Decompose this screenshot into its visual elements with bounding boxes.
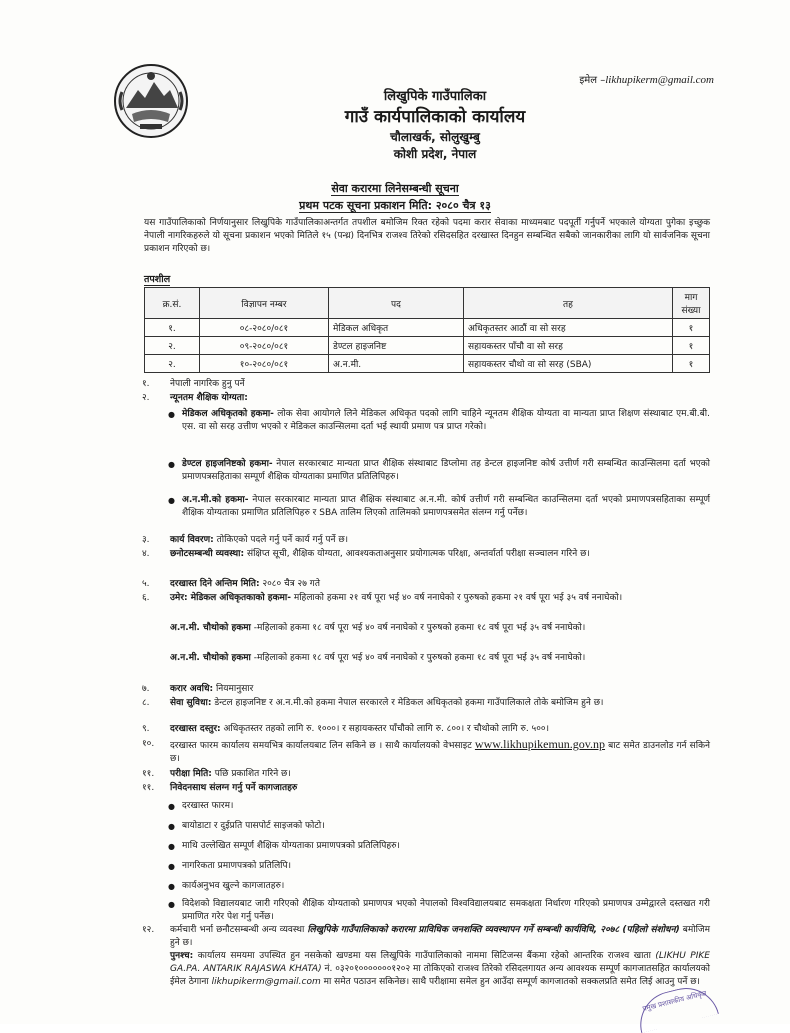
- tapsil-heading: तपशील: [144, 274, 171, 285]
- table-row: १. ०८-२०८०/०८१ मेडिकल अधिकृत अधिकृतस्तर आठौं वा सो सरह १: [145, 319, 710, 337]
- municipality-name: लिखुपिके गाउँपालिका: [383, 89, 487, 104]
- notice-subtitle: प्रथम पटक सूचना प्रकाशन मिति: २०८० चैत्र १३: [299, 199, 491, 212]
- postscript-email[interactable]: likhupikerm@gmail.com: [211, 977, 321, 987]
- col-post: पद: [329, 288, 464, 319]
- notice-page: इमेल –likhupikerm@gmail.com लिखुपिके गाउँपालिका गाउँ कार्यपालिकाको कार्यालय चौलाखर्क, सोलुखुम्बु कोशी प्रदेश, नेपाल सेवा करारमा लिनेसम्बन्धी सूचना प्रथम पटक सूचना प्रकाशन मिति: २०८० चैत्र १३ यस गाउँपालिकाको निर्णयानुसार लिखुपिके गाउँपालिकाअन्तर्गत तपशील बमोजिम रिक्त रहेको पदमा करार सेवाका माध्यमबाट पदपूर्ती गर्नुपर्ने भएकाले योग्यता पुगेका इच्छुक नेपाली नागरिकहरुले यो सूचना प्रकाशन भएको मितिले १५ (पन्ध्र) दिनभित्र राजश्व तिरेको रसिदसहित दरखास्त दिनहुन सम्बन्धित सबैको जानकारीका लागि यो सार्वजनिक सूचना प्रकाशन गरिएको छ। तपशील क्र.सं. विज्ञापन नम्बर पद तह माग संख्या १. ०८-२०८०/०८१ मेडिकल अधिकृत अधिकृतस्तर आठौं वा सो सरह १ २. ०९-२०८०/०८१ डेण्टल हाइजनिष्ट सहायकस्तर पाँचौ वा सो सरह १ २. १०-२०८०/०८१ अ.न.मी. सहायकस्तर चौथो वा सो सरह (SBA) १ १. नेपाली नागरिक हुनु पर्ने २. न्यूनतम शैक्षिक योग्यता: ● मेडिकल अधिकृतको हकमा- लोक सेवा आयोगले लिने मेडिकल अधिकृत पदको लागि चाहिने न्यूनतम शैक्षिक योग्यता वा मान्यता प्राप्त शिक्षण संस्थाबाट एम.बी.बी. एस. वा सो सरह उत्तीण भएको र मेडिकल काउन्सिलमा दर्ता भई स्थायी प्रमाण पत्र प्राप्त गरेको। ● डेण्टल हाइजनिष्टको हकमा- नेपाल सरकारबाट मान्यता प्राप्त शैक्षिक संस्थाबाट डिप्लोमा तह डेन्टल हाइजनिष्ट कोर्ष उत्तीर्ण गरी सम्बन्धित काउन्सिलमा दर्ता भएको प्रमाणपत्रसहिताका सम्पूर्ण शैक्षिक योग्यताका प्रमाणित प्रतिलिपिहरु। ● अ.न.मी.को हकमा- नेपाल सरकारबाट मान्यता प्राप्त शैक्षिक संस्थाबाट अ.न.मी. कोर्ष उत्तीर्ण गरी सम्बन्धित काउन्सिलमा दर्ता भएको प्रमाणपत्रसहिताका सम्पूर्ण शैक्षिक योग्यताका प्रमाणित प्रतिलिपिहरु र SBA तालिम लिएको तालिमको प्रमाणपत्रसमेत संलग्न गर्नु पर्नेछ। ३. कार्य विवरण: तोकिएको पदले गर्नु पर्ने कार्य गर्नु पर्ने छ। ४. छनोटसम्बन्धी व्यवस्था: संक्षिप्त सूची, शैक्षिक योग्यता, आवश्यकताअनुसार प्रयोगात्मक परिक्षा, अन्तर्वार्ता परीक्षा सञ्चालन गरिने छ। ५. दरखास्त दिने अन्तिम मिति: २०८० चैत्र २७ गते ६. उमेर: मेडिकल अधिकृतकाको हकमा- महिलाको हकमा २१ वर्ष पूरा भई ४० वर्ष ननाघेको र पुरुषको हकमा २१ वर्ष पूरा भई ३५ वर्ष ननाघेको। अ.न.मी. चौथोको हकमा -महिलाको हकमा १८ वर्ष पूरा भई ४० वर्ष ननाघेको र पुरुषको हकमा १८ वर्ष पूरा भई ३५ वर्ष ननाघेको। अ.न.मी. चौथोको हकमा -महिलाको हकमा १८ वर्ष पूरा भई ४० वर्ष ननाघेको र पुरुषको हकमा १८ वर्ष पूरा भई ३५ वर्ष ननाघेको। ७. करार अवधि: नियमानुसार ८. सेवा सुविधा: डेन्टल हाइजनिष्ट र अ.न.मी.को हकमा नेपाल सरकारले र मेडिकल अधिकृतको हकमा गाउँपालिकाले तोके बमोजिम हुने छ। ९. दरखास्त दस्तुर: अधिकृतस्तर तहको लागि रु. १०००। र सहायकस्तर पाँचौको लागि रु. ८००। र चौथोको लागि रु. ५००। १०. दरखास्त फारम कार्यालय समयभित्र कार्यालयबाट लिन सकिने छ । साथै कार्यालयको वेभसाइट www.likhupikemun.gov.np बाट समेत डाउनलोड गर्न सकिने छ। ११. परीक्षा मिति: पछि प्रकाशित गरिने छ। ११. निवेदनसाथ संलग्न गर्नु पर्ने कागजातहरु ● दरखास्त फारम। ● बायोडाटा र दुईप्रति पासपोर्ट साइजको फोटो। ● माथि उल्लेखित सम्पूर्ण शैक्षिक योग्यताका प्रमाणपत्रको प्रतिलिपिहरु। ● नागरिकता प्रमाणपत्रको प्रतिलिपि। ● कार्यअनुभव खुल्ने कागजातहरु। ● विदेशको विद्यालयबाट जारी गरिएको शैक्षिक योग्यताको प्रमाणपत्र भएको नेपालको विश्वविद्यालयबाट समकक्षता निर्धारण गरिएको प्रमाणपत्र उम्मेद्वारले दस्तखत गरी प्रमाणित गरेर पेश गर्नु पर्नेछ। १२. कर्मचारी भर्ना छनौटसम्बन्धी अन्य व्यवस्था लिखुपिके गाउँपालिकाको करारमा प्राविधिक जनशक्ति व्यवस्थापन गर्ने सम्बन्धी कार्यविधि, २०७८ (पहिलो संशोधन) बमोजिम हुने छ। पुनश्च: कार्यालय समयमा उपस्थित हुन नसकेको खण्डमा यस लिखुपिके गाउँपालिकाको नाममा सिटिजन्स बैंकमा रहेको आन्तरिक राजश्व खाता (LIKHU PIKE GA.PA. ANTARIK RAJASWA KHATA) नं. ०३२०१०००००००१२०२ मा तोकिएको राजश्व तिरेको रसिदलगायत अन्य आवश्यक सम्पूर्ण कागजातसहित कार्यालयको ईमेल ठेगाना likhupikerm@gmail.com मा समेत पठाउन सकिनेछ। साथै परीक्षामा समेल हुन आउँदा सम्पूर्ण कागजातको सक्कलप्रति समेत लिई आउनु पर्ने छ। प्रमुख प्रशासकीय अधिकृत: [0, 0, 790, 1024]
- office-province: कोशी प्रदेश, नेपाल: [393, 147, 477, 161]
- office-stamp: प्रमुख प्रशासकीय अधिकृत: [633, 981, 719, 1033]
- col-level: तह: [464, 288, 673, 319]
- table-header-row: [145, 288, 710, 319]
- vacancy-table: [144, 287, 710, 373]
- col-quantity: माग संख्या: [673, 288, 710, 319]
- website-link[interactable]: www.likhupikemun.gov.np: [474, 737, 606, 751]
- intro-paragraph: यस गाउँपालिकाको निर्णयानुसार लिखुपिके गाउँपालिकाअन्तर्गत तपशील बमोजिम रिक्त रहेको पदमा करार सेवाका माध्यमबाट पदपूर्ती गर्नुपर्ने भएकाले योग्यता पुगेका इच्छुक नेपाली नागरिकहरुले यो सूचना प्रकाशन भएको मितिले १५ (पन्ध्र) दिनभित्र राजश्व तिरेको रसिदसहित दरखास्त दिनहुन सम्बन्धित सबैको जानकारीका लागि यो सार्वजनिक सूचना प्रकाशन गरिएको छ।: [144, 218, 710, 254]
- table-row: २. १०-२०८०/०८१ अ.न.मी. सहायकस्तर चौथो वा सो सरह (SBA) १: [145, 355, 710, 373]
- nepal-emblem-icon: [112, 62, 190, 140]
- office-location: चौलाखर्क, सोलुखुम्बु: [390, 130, 480, 144]
- col-ad-number: विज्ञापन नम्बर: [200, 288, 329, 319]
- office-name: गाउँ कार्यपालिकाको कार्यालय: [344, 107, 526, 127]
- col-sn: क्र.सं.: [145, 288, 200, 319]
- notice-title: सेवा करारमा लिनेसम्बन्धी सूचना: [331, 182, 459, 195]
- table-row: २. ०९-२०८०/०८१ डेण्टल हाइजनिष्ट सहायकस्तर पाँचौ वा सो सरह १: [145, 337, 710, 355]
- header-email: इमेल –likhupikerm@gmail.com: [579, 74, 714, 86]
